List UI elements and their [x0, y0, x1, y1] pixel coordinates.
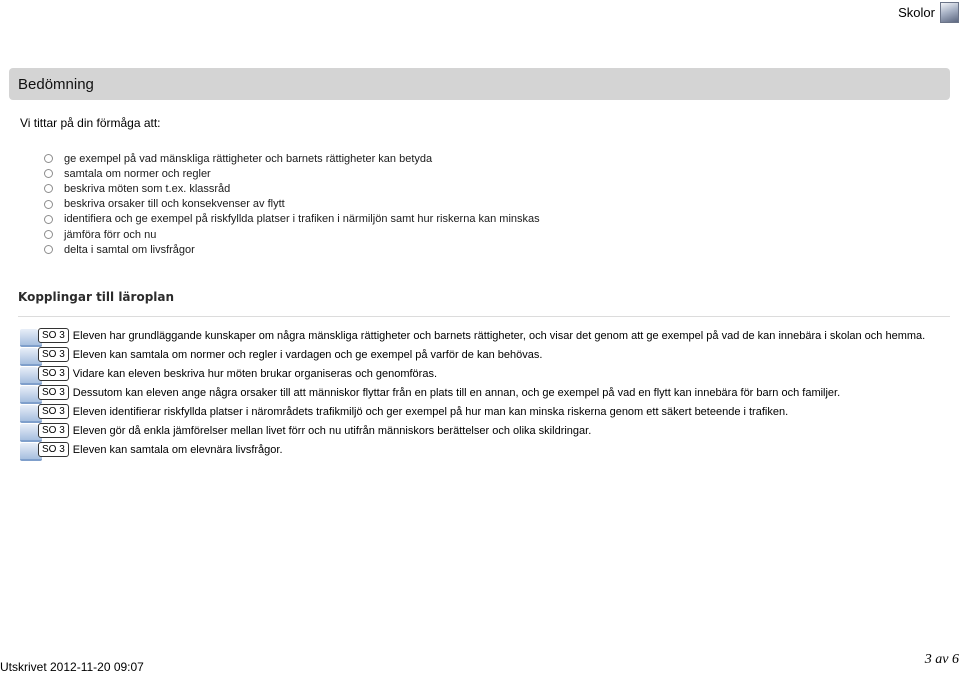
criteria-item [20, 327, 945, 346]
section-title: Bedömning [18, 75, 94, 93]
criteria-text: Eleven kan samtala om normer och regler i vardagen och ge exempel på varför de kan behövas. [72, 349, 543, 361]
intro-text: Vi tittar på din förmåga att: [20, 116, 161, 130]
goal-item [44, 212, 540, 227]
circle-bullet-icon [44, 230, 53, 239]
criteria-text: Eleven kan samtala om elevnära livsfrågor. [72, 444, 283, 456]
goal-item [44, 242, 540, 257]
section-header [9, 68, 950, 100]
criteria-item [20, 441, 945, 460]
so-badge[interactable]: SO 3 [38, 366, 69, 381]
so-badge[interactable]: SO 3 [38, 442, 69, 457]
so-badge[interactable]: SO 3 [38, 385, 69, 400]
page-number: 3 av 6 [924, 652, 959, 667]
criteria-item [20, 403, 945, 422]
goal-item [44, 181, 540, 196]
criteria-text: Eleven har grundläggande kunskaper om några mänskliga rättigheter och barnets rättigheter, och visar det genom att ge exempel på vad de kan innebära i skolan och hemma. [72, 330, 926, 342]
goal-text: identifiera och ge exempel på riskfyllda platser i trafiken i närmiljön samt hur riskerna kan minskas [64, 213, 540, 226]
curriculum-links-title: Kopplingar till läroplan [18, 290, 175, 304]
brand-logo-icon [940, 2, 959, 23]
criteria-text: Eleven gör då enkla jämförelser mellan livet förr och nu utifrån människors berättelser och olika skildringar. [72, 425, 592, 437]
divider [18, 316, 950, 317]
goal-text: jämföra förr och nu [64, 228, 157, 241]
criteria-list [20, 327, 945, 460]
circle-bullet-icon [44, 215, 53, 224]
circle-bullet-icon [44, 169, 53, 178]
goal-item [44, 151, 540, 166]
criteria-text: Vidare kan eleven beskriva hur möten brukar organiseras och genomföras. [72, 368, 438, 380]
criteria-item [20, 365, 945, 384]
goal-text: beskriva orsaker till och konsekvenser av flytt [64, 198, 285, 211]
criteria-text: Dessutom kan eleven ange några orsaker till att människor flyttar från en plats till en annan, och ge exempel på vad en flytt kan innebära för barn och familjer. [72, 387, 841, 399]
criteria-item [20, 384, 945, 403]
goal-list [44, 151, 540, 257]
goal-item [44, 166, 540, 181]
circle-bullet-icon [44, 184, 53, 193]
header-brand [898, 0, 960, 24]
goal-text: beskriva möten som t.ex. klassråd [64, 182, 231, 195]
circle-bullet-icon [44, 245, 53, 254]
criteria-text: Eleven identifierar riskfyllda platser i närområdets trafikmiljö och ger exempel på hur man kan minska riskerna genom ett säkert beteende i trafiken. [72, 406, 789, 418]
circle-bullet-icon [44, 154, 53, 163]
so-badge[interactable]: SO 3 [38, 347, 69, 362]
so-badge[interactable]: SO 3 [38, 423, 69, 438]
print-timestamp: Utskrivet 2012-11-20 09:07 [0, 660, 144, 674]
circle-bullet-icon [44, 200, 53, 209]
so-badge[interactable]: SO 3 [38, 404, 69, 419]
criteria-item [20, 346, 945, 365]
goal-text: ge exempel på vad mänskliga rättigheter och barnets rättigheter kan betyda [64, 152, 433, 165]
criteria-item [20, 422, 945, 441]
brand-name: Skolor [898, 5, 935, 20]
goal-item [44, 227, 540, 242]
so-badge[interactable]: SO 3 [38, 328, 69, 343]
goal-text: samtala om normer och regler [64, 167, 211, 180]
goal-text: delta i samtal om livsfrågor [64, 243, 195, 256]
goal-item [44, 197, 540, 212]
